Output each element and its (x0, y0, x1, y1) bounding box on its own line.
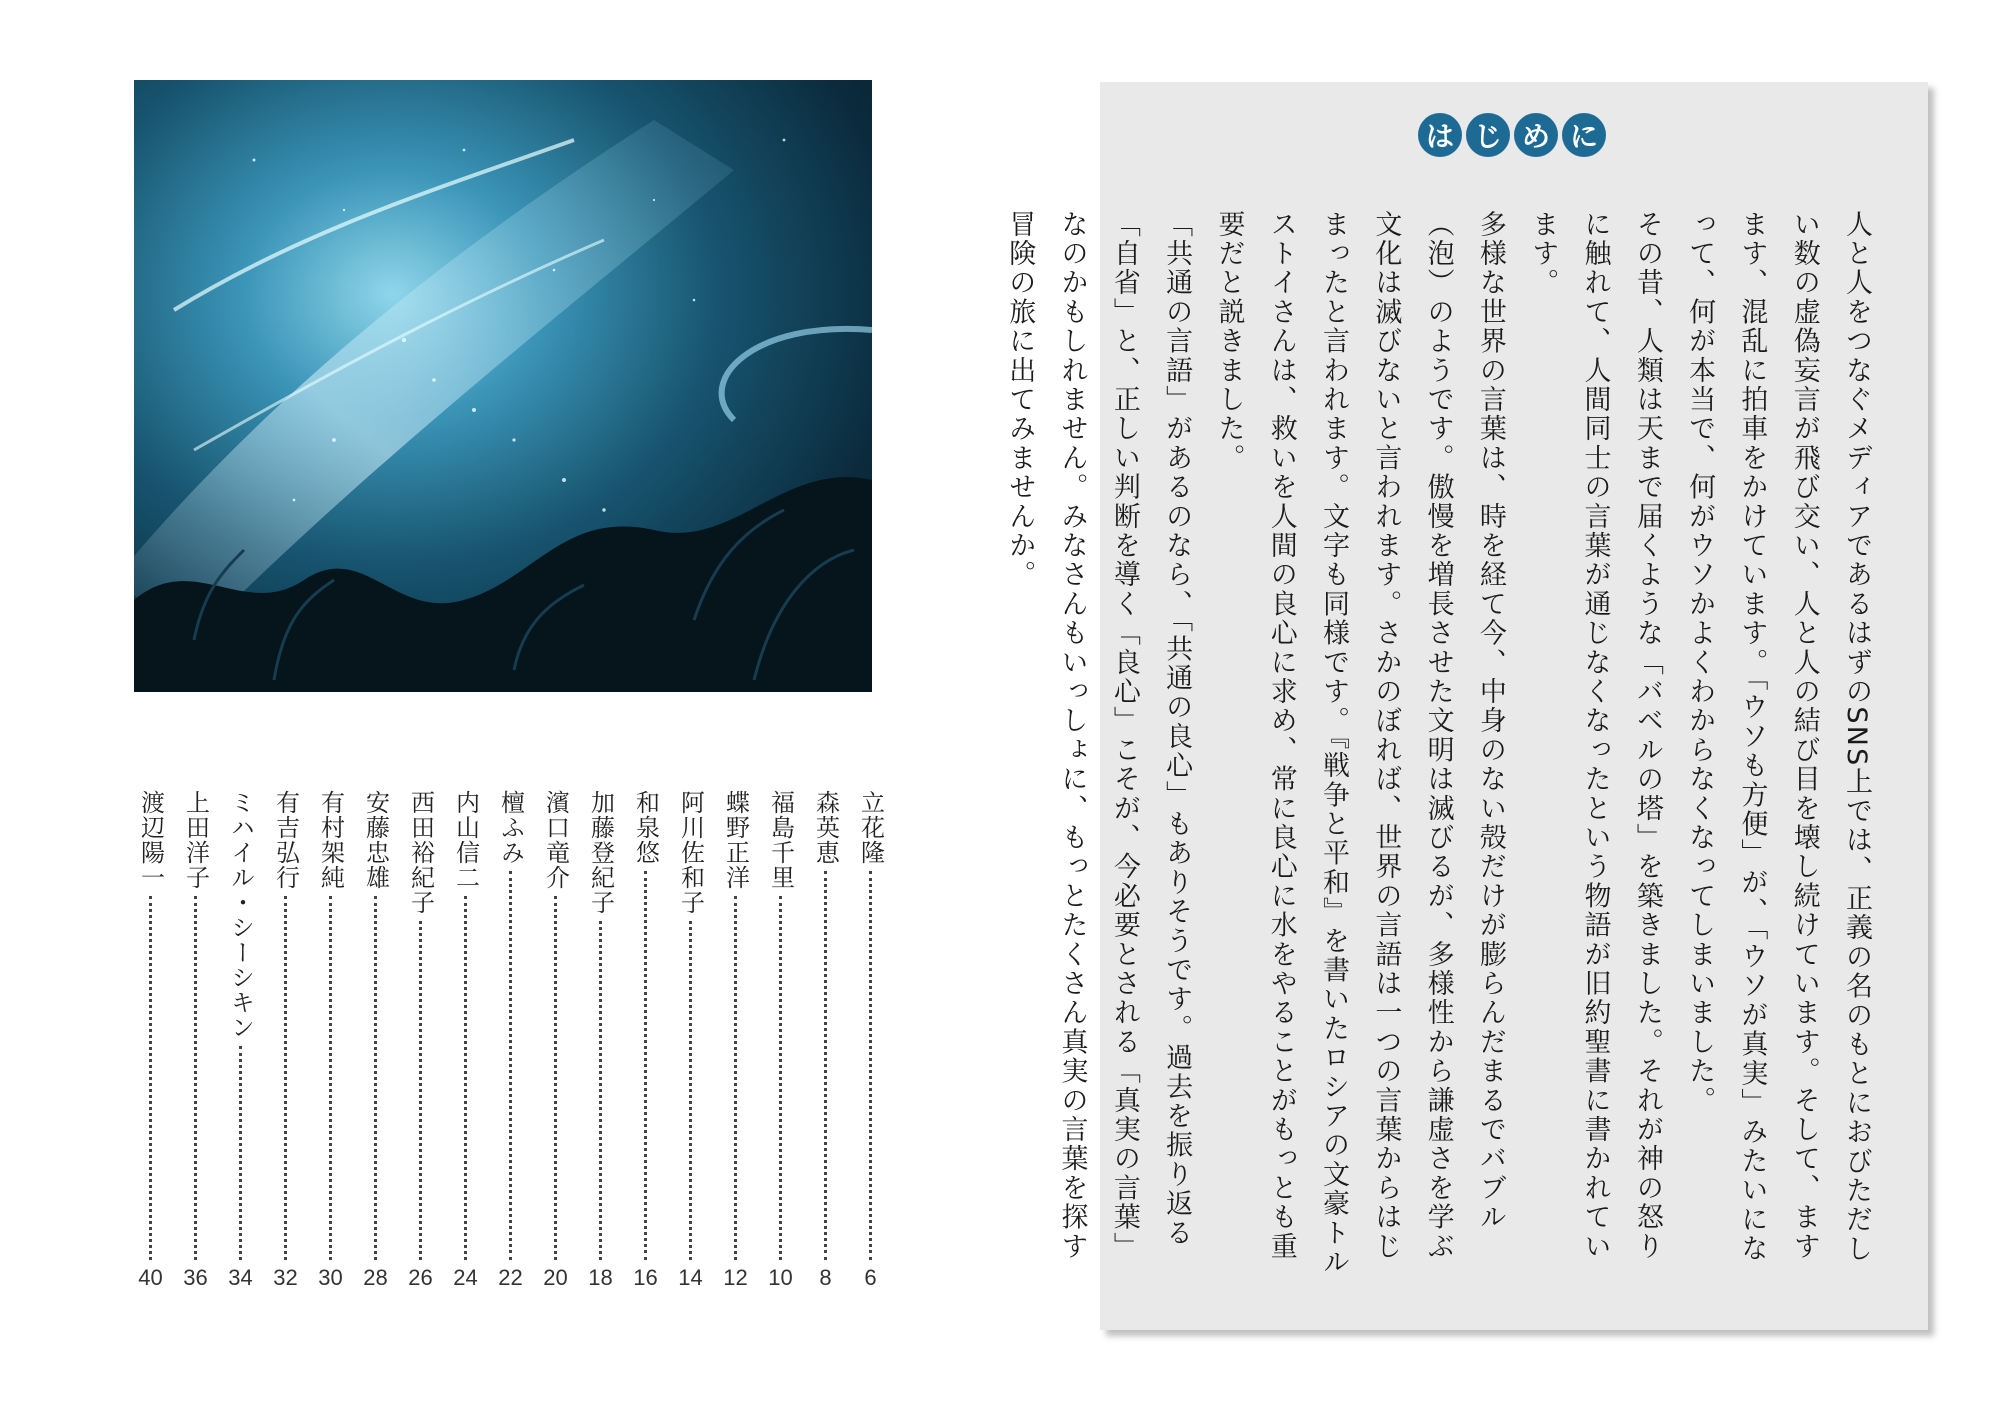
toc-entry-name: 森英恵 (811, 790, 840, 865)
toc-leader-dots (284, 896, 287, 1260)
toc-entry-name: 和泉悠 (631, 790, 660, 865)
toc-entry-page: 34 (228, 1265, 253, 1290)
toc-leader-dots (554, 896, 557, 1260)
toc-entry-page: 30 (318, 1265, 343, 1290)
toc-entry[interactable] (758, 790, 803, 1290)
toc-entry[interactable] (848, 790, 893, 1290)
toc-entry-name: 加藤登紀子 (586, 790, 615, 915)
toc-leader-dots (779, 896, 782, 1260)
toc-entry-page: 12 (723, 1265, 748, 1290)
toc-leader-dots (239, 1046, 242, 1260)
toc-entry-name: 渡辺陽一 (136, 790, 165, 890)
toc-entry[interactable] (398, 790, 443, 1290)
toc-entry[interactable] (128, 790, 173, 1290)
toc-entry[interactable] (263, 790, 308, 1290)
night-sky-illustration (134, 80, 872, 692)
toc-leader-dots (374, 896, 377, 1260)
toc-entry-page: 40 (138, 1265, 163, 1290)
toc-leader-dots (689, 921, 692, 1260)
intro-paragraph: 「共通の言語」があるのなら、「共通の良心」もありそうです。過去を振り返る「自省」と、正しい判断を導く「良心」こそが、今必要とされる「真実の言葉」なのかもしれません。みなさんもいっしょに、もっとたくさん真実の言葉を探す冒険の旅に出てみませんか。 (1004, 210, 1193, 1262)
toc-entry-page: 22 (498, 1265, 523, 1290)
toc-entry-page: 24 (453, 1265, 478, 1290)
toc-entry[interactable] (218, 790, 263, 1290)
toc-leader-dots (509, 871, 512, 1260)
toc-entry-page: 18 (588, 1265, 613, 1290)
toc-entry-page: 28 (363, 1265, 388, 1290)
toc-entry-name: 有吉弘行 (271, 790, 300, 890)
toc-entry[interactable] (668, 790, 713, 1290)
toc-entry-name: 上田洋子 (181, 790, 210, 890)
heading-char-circle: じ (1466, 113, 1510, 157)
toc-entry-name: 立花隆 (856, 790, 885, 865)
intro-body-text (1004, 210, 1882, 1280)
intro-paragraph: その昔、人類は天まで届くような「バベルの塔」を築きました。それが神の怒りに触れて、人間同士の言葉が通じなくなったという物語が旧約聖書に書かれています。 (1527, 210, 1663, 1262)
toc-entry[interactable] (578, 790, 623, 1290)
toc-entry[interactable] (173, 790, 218, 1290)
toc-leader-dots (419, 921, 422, 1260)
toc-entry-name: 阿川佐和子 (676, 790, 705, 915)
toc-leader-dots (644, 871, 647, 1260)
toc-entry-name: 福島千里 (766, 790, 795, 890)
toc-leader-dots (599, 921, 602, 1260)
toc-leader-dots (329, 896, 332, 1260)
toc-entry-page: 8 (819, 1265, 832, 1290)
toc-entry-name: 内山信二 (451, 790, 480, 890)
toc-entry-name: 檀ふみ (496, 790, 525, 865)
toc-entry[interactable] (623, 790, 668, 1290)
intro-paragraph: 多様な世界の言葉は、時を経て今、中身のない殻だけが膨らんだまるでバブル（泡）のようです。傲慢を増長させた文明は滅びるが、多様性から謙虚さを学ぶ文化は滅びないと言われます。さかのぼれば、世界の言語は一つの言葉からはじまったと言われます。文字も同様です。『戦争と平和』を書いたロシアの文豪トルストイさんは、救いを人間の良心に求め、常に良心に水をやることがもっとも重要だと説きました。 (1213, 210, 1506, 1277)
toc-entry-page: 16 (633, 1265, 658, 1290)
toc-entry-page: 26 (408, 1265, 433, 1290)
toc-entry-page: 10 (768, 1265, 793, 1290)
toc-leader-dots (734, 896, 737, 1260)
toc-entry-name: 濱口竜介 (541, 790, 570, 890)
toc-leader-dots (869, 871, 872, 1260)
intro-heading (1418, 113, 1606, 157)
toc-entry-name: 有村架純 (316, 790, 345, 890)
toc-entry[interactable] (308, 790, 353, 1290)
night-sky-photo (134, 80, 872, 692)
toc-entry-page: 14 (678, 1265, 703, 1290)
toc-entry-name: 安藤忠雄 (361, 790, 390, 890)
toc-leader-dots (464, 896, 467, 1260)
toc-entry-page: 6 (864, 1265, 877, 1290)
toc-entry[interactable] (443, 790, 488, 1290)
toc-entry[interactable] (803, 790, 848, 1290)
heading-char-circle: に (1562, 113, 1606, 157)
toc-entry-page: 32 (273, 1265, 298, 1290)
toc-leader-dots (149, 896, 152, 1260)
toc-entry[interactable] (353, 790, 398, 1290)
toc-entry[interactable] (533, 790, 578, 1290)
intro-paragraph: 人と人をつなぐメディアであるはずのSNS上では、正義の名のもとにおびただしい数の虚偽妄言が飛び交い、人と人の結び目を壊し続けています。そして、ますます、混乱に拍車をかけています。「ウソも方便」が、「ウソが真実」みたいになって、何が本当で、何がウソかよくわからなくなってしまいました。 (1684, 210, 1872, 1264)
toc-leader-dots (824, 871, 827, 1260)
toc-entry-name: 西田裕紀子 (406, 790, 435, 915)
heading-char-circle: は (1418, 113, 1462, 157)
table-of-contents (128, 790, 893, 1290)
toc-entry-name: 蝶野正洋 (721, 790, 750, 890)
toc-entry-name: ミハイル・シーシキン (226, 790, 255, 1040)
toc-entry[interactable] (488, 790, 533, 1290)
heading-char-circle: め (1514, 113, 1558, 157)
toc-entry-page: 20 (543, 1265, 568, 1290)
toc-entry-page: 36 (183, 1265, 208, 1290)
toc-entry[interactable] (713, 790, 758, 1290)
toc-leader-dots (194, 896, 197, 1260)
